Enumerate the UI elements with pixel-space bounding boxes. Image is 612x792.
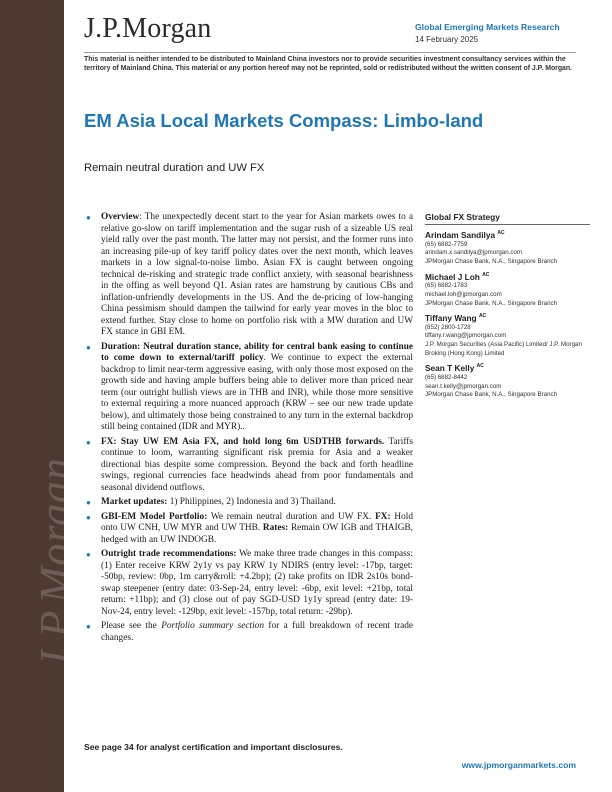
page-title: EM Asia Local Markets Compass: Limbo-land bbox=[84, 110, 484, 131]
bullet-lead: FX: Stay UW EM Asia FX, and hold long 6m USDTHB forwards. bbox=[101, 436, 385, 447]
website-link[interactable]: www.jpmorganmarkets.com bbox=[461, 760, 576, 770]
bullet-text-fx: Hold onto UW CNH, UW MYR and UW THB. bbox=[101, 511, 413, 533]
analyst-card bbox=[425, 361, 590, 400]
bullet-dot-icon: ● bbox=[86, 437, 91, 447]
analyst-email[interactable]: sean.t.kelly@jpmorgan.com bbox=[425, 382, 502, 390]
analyst-firm: JPMorgan Chase Bank, N.A., Singapore Branch bbox=[425, 391, 558, 399]
bullet-lead: Outright trade recommendations: bbox=[101, 549, 237, 559]
bullet-lead-rates: Rates: bbox=[262, 523, 289, 533]
portfolio-summary-link[interactable]: Portfolio summary section bbox=[161, 621, 264, 631]
bullet-text-rates: Remain OW IGB and THAIGB, hedged with an UW INDOGB. bbox=[101, 523, 413, 545]
analyst-firm: JPMorgan Chase Bank, N.A., Singapore Branch bbox=[425, 257, 558, 265]
analyst-name: Sean T Kelly $^{AC}$ bbox=[425, 363, 484, 373]
bullet-dot-icon: ● bbox=[86, 512, 91, 522]
analyst-panel-heading: Global FX Strategy bbox=[425, 212, 590, 225]
bullet-lead-fx: FX: bbox=[375, 511, 391, 522]
analyst-firm: JPMorgan Chase Bank, N.A., Singapore Branch bbox=[425, 299, 558, 307]
analyst-phone: (65) 6882-7759 bbox=[425, 240, 468, 248]
header-divider bbox=[84, 52, 576, 53]
bullet-dot-icon: ● bbox=[86, 550, 91, 559]
analyst-phone: (852) 2800-1728 bbox=[425, 323, 471, 331]
analyst-name: Tiffany Wang $^{AC}$ bbox=[425, 312, 487, 323]
summary-bullets bbox=[84, 212, 413, 647]
bullet-overview bbox=[84, 212, 413, 339]
page-subtitle: Remain neutral duration and UW FX bbox=[84, 162, 265, 174]
bullet-lead: GBI-EM Model Portfolio: bbox=[101, 511, 208, 522]
sidebar-watermark: J.P.Morgan bbox=[31, 457, 80, 670]
analyst-panel bbox=[425, 212, 590, 400]
analyst-card bbox=[425, 228, 590, 267]
disclosures-note: See page 34 for analyst certification and important disclosures. bbox=[84, 742, 343, 752]
analyst-email[interactable]: tiffany.r.wang@jpmorgan.com bbox=[425, 332, 507, 340]
bullet-text: 1) Philippines, 2) Indonesia and 3) Thailand. bbox=[167, 497, 336, 507]
bullet-portfolio-summary bbox=[84, 621, 413, 644]
analyst-phone: (65) 6882-1783 bbox=[425, 282, 468, 290]
bullet-text: Please see the bbox=[101, 621, 162, 631]
bullet-model-portfolio bbox=[84, 512, 413, 547]
report-header bbox=[415, 22, 575, 44]
analyst-phone: (65) 6882-8442 bbox=[425, 374, 468, 381]
bullet-text: for a full breakdown of recent trade changes. bbox=[101, 621, 413, 643]
bullet-dot-icon: ● bbox=[86, 622, 91, 631]
bullet-dot-icon: ● bbox=[86, 498, 91, 507]
bullet-lead: Market updates: bbox=[101, 497, 168, 507]
logo: J.P.Morgan bbox=[84, 13, 212, 44]
distribution-disclaimer: This material is neither intended to be distributed to Mainland China investors nor to provide securities investment consultancy services within the territory of Mainland China. This material or any portion hereof may not be reprinted, sold or redistributed without the written consent of J.P. Morgan. bbox=[84, 56, 573, 73]
analyst-name: Michael J Loh $^{AC}$ bbox=[425, 271, 490, 282]
analyst-email[interactable]: arindam.x.sandilya@jpmorgan.com bbox=[425, 249, 523, 257]
analyst-card bbox=[425, 311, 590, 358]
bullet-text: . We continue to expect the external backdrop to limit near-term aggressive easing, with only those most exposed on the growth side and having ample buffers being able to deliver more than priced near term (our outright bullish views are in THB and INR), while those more sensitive to external requiring a more nuanced approach (KRW – see our new trade update below), and ultimately those being constrained to any turn in the external backdrop still being contained (IDR and MYR).. bbox=[101, 353, 413, 432]
bullet-fx bbox=[84, 437, 413, 495]
report-series: Global Emerging Markets Research bbox=[415, 22, 560, 32]
bullet-trade-recommendations bbox=[84, 549, 413, 618]
bullet-text: We make three trade changes in this compass: (1) Enter receive KRW 2y1y vs pay KRW 1y NDIRS (entry level: -17bp, target: -50bp, review: 0bp, 1m carry&roll: +4.2bp); (2) take profits on IDR 2s10s bond-swap steepener (entry date: 03-Sep-24, entry level: -6bp, exit level: +21bp, total return: +11bp); and (3) close out of pay SGD-USD 1y1y spread (entry date: 19-Nov-24, entry level: -129bp, exit level: -157bp, total return: -29bp). bbox=[101, 549, 413, 617]
bullet-duration bbox=[84, 342, 413, 434]
bullet-lead: Duration: Neutral duration stance, ability for central bank easing to continue to come down to external/tariff policy bbox=[101, 341, 413, 363]
analyst-name: Arindam Sandilya $^{AC}$ bbox=[425, 229, 505, 240]
analyst-firm: J.P. Morgan Securities (Asia Pacific) Limited/ J.P. Morgan Broking (Hong Kong) Limited bbox=[425, 341, 582, 357]
bullet-lead: Overview bbox=[101, 212, 140, 222]
bullet-dot-icon: ● bbox=[86, 342, 91, 352]
report-date: 14 February 2025 bbox=[415, 35, 479, 44]
bullet-text: We remain neutral duration and UW FX. bbox=[207, 511, 376, 522]
bullet-text: : The unexpectedly decent start to the year for Asian markets owes to a relative go-slow on tariff implementation and the sugar rush of a sizeable US real yield rally over the past month. The latter may not persist, and the former runs into an increasing pile-up of key tariff policy dates over the next month, which leaves markets in a low signal-to-noise limbo. Asian FX is caught between ongoing technical de-risking and strategic trade conflict anxiety, with seasonal bearishness in the offing as well beyond Q1. Asian rates are hamstrung by cautious CBs and inflation-unfriendly developments in the US. And the de-pricing of low-hanging China pessimism should dampen the tailwind for early year moves in the bloc to extend further. Stay close to home on portfolio risk with a MW duration and UW FX stance in GBI EM. bbox=[101, 212, 413, 337]
bullet-text: Tariffs continue to loom, warranting significant risk premia for Asia and a weaker directional bias despite some compression. Beyond the back and forth headline swings, regional currencies face headwinds ahead from poor fundamentals and seasonal dividend outflows. bbox=[101, 436, 413, 493]
sidebar-band bbox=[0, 0, 80, 792]
analyst-email[interactable]: michael.loh@jpmorgan.com bbox=[425, 290, 502, 298]
analyst-card bbox=[425, 270, 590, 309]
bullet-dot-icon: ● bbox=[86, 213, 91, 222]
bullet-market-updates bbox=[84, 497, 413, 509]
